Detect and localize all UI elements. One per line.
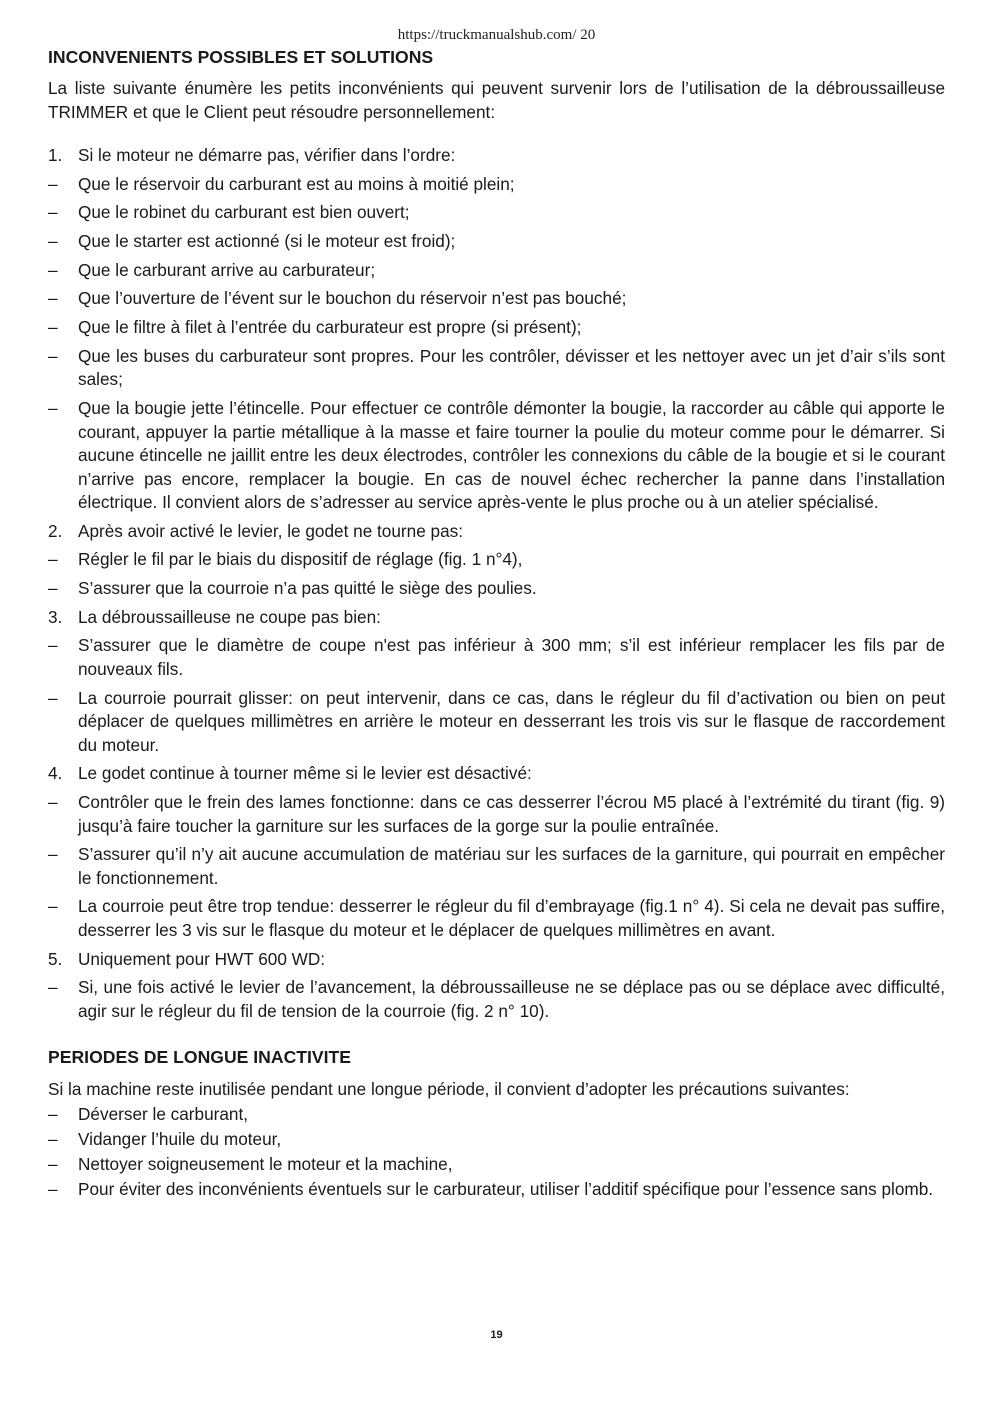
list-item-text: S’assurer qu’il n’y ait aucune accumulation de matériau sur les surfaces de la garniture, qui pourrait en empêcher le fonctionnement. (78, 844, 945, 888)
document-body (48, 46, 945, 1203)
list-item-text: Que la bougie jette l’étincelle. Pour effectuer ce contrôle démonter la bougie, la raccorder au câble qui apporte le courant, appuyer la partie métallique à la masse et faire tourner la poulie du moteur comme pour le démarrer. Si aucune étincelle ne jaillit entre les deux électrodes, contrôler les connexions du câble de la bougie et si le courant n’arrive pas encore, remplacer la bougie. En cas de nouvel échec rechercher la panne dans l’installation électrique. Il convient alors de s’adresser au service après-vente le plus proche ou à un atelier spécialisé. (78, 398, 945, 512)
list-item-text: La courroie pourrait glisser: on peut intervenir, dans ce cas, dans le régleur du fil d’activation ou bien on peut déplacer de quelques millimètres en arrière le moteur en desserrant les trois vis sur le flasque de raccordement du moteur. (78, 687, 945, 755)
list-item-text: Uniquement pour HWT 600 WD: (78, 948, 326, 969)
list-marker: – (48, 687, 58, 708)
list-marker: 1. (48, 145, 63, 165)
list-item-text: La débroussailleuse ne coupe pas bien: (78, 606, 381, 627)
numbered-item (48, 144, 945, 168)
list-marker: – (48, 549, 58, 570)
bullet-item (48, 345, 945, 392)
bullet-item (48, 316, 945, 340)
bullet-item (48, 548, 945, 572)
bullet-item (48, 1128, 945, 1152)
list-item-text: Que le filtre à filet à l’entrée du carburateur est propre (si présent); (78, 317, 582, 338)
inactivity-intro-paragraph: Si la machine reste inutilisée pendant une longue période, il convient d’adopter les précautions suivantes: (48, 1079, 850, 1100)
list-marker: – (48, 173, 58, 194)
list-marker: 2. (48, 520, 63, 541)
source-url-header: https://truckmanualshub.com/ 20 (397, 27, 596, 43)
bullet-item (48, 976, 945, 1023)
bullet-item (48, 397, 945, 515)
numbered-item (48, 762, 945, 786)
section-intro-paragraph: La liste suivante énumère les petits inconvénients qui peuvent survenir lors de l’utilisation de la débroussailleuse TRIMMER et que le Client peut résoudre personnellement: (48, 78, 945, 122)
list-item-text: Que le robinet du carburant est bien ouvert; (78, 202, 410, 223)
list-marker: – (48, 202, 58, 223)
bullet-item (48, 577, 945, 601)
list-marker: – (48, 345, 58, 366)
list-item-text: Que le starter est actionné (si le moteur est froid); (78, 231, 456, 252)
list-marker: 3. (48, 606, 63, 627)
list-marker: – (48, 1128, 58, 1149)
section-title-inactivite: PERIODES DE LONGUE INACTIVITE (48, 1047, 352, 1068)
list-item-text: Que l’ouverture de l’évent sur le bouchon du réservoir n’est pas bouché; (78, 288, 627, 309)
list-marker: – (48, 635, 58, 656)
list-marker: – (48, 844, 58, 865)
bullet-item (48, 1178, 945, 1202)
list-item-text: La courroie peut être trop tendue: desserrer le régleur du fil d’embrayage (fig.1 n° 4). Si cela ne devait pas suffire, desserrer les 3 vis sur le flasque du moteur et le déplacer de quelques millimètres en avant. (78, 896, 945, 940)
list-marker: – (48, 288, 58, 309)
list-item-text: Le godet continue à tourner même si le levier est désactivé: (78, 763, 532, 784)
list-item-text: Que le réservoir du carburant est au moins à moitié plein; (78, 173, 515, 194)
list-item-text: Si le moteur ne démarre pas, vérifier dans l’ordre: (78, 145, 456, 165)
list-item-text: Régler le fil par le biais du dispositif de réglage (fig. 1 n°4), (78, 549, 523, 570)
numbered-item (48, 520, 945, 544)
bullet-item (48, 1153, 945, 1177)
bullet-item (48, 895, 945, 942)
list-item-text: Contrôler que le frein des lames fonctionne: dans ce cas desserrer l’écrou M5 placé à l’extrémité du tirant (fig. 9) jusqu’à faire toucher la garniture sur les surfaces de la gorge sur la poulie entraînée. (78, 792, 945, 836)
list-marker: 4. (48, 763, 63, 784)
bullet-item (48, 173, 945, 197)
list-marker: – (48, 1178, 58, 1199)
bullet-item (48, 791, 945, 838)
list-marker: – (48, 317, 58, 338)
numbered-item (48, 606, 945, 630)
bullet-item (48, 230, 945, 254)
list-item-text: S’assurer que la courroie n’a pas quitté le siège des poulies. (78, 578, 537, 599)
troubleshooting-list (48, 144, 945, 1023)
bullet-item (48, 1103, 945, 1127)
list-item-text: Pour éviter des inconvénients éventuels sur le carburateur, utiliser l’additif spécifique pour l’essence sans plomb. (78, 1178, 934, 1199)
bullet-item (48, 201, 945, 225)
list-marker: – (48, 578, 58, 599)
list-marker: – (48, 231, 58, 252)
list-marker: – (48, 1103, 58, 1124)
numbered-item (48, 948, 945, 972)
inactivity-list (48, 1103, 945, 1202)
bullet-item (48, 687, 945, 758)
list-marker: 5. (48, 948, 63, 969)
list-marker: – (48, 259, 58, 280)
list-item-text: Que le carburant arrive au carburateur; (78, 259, 376, 280)
bullet-item (48, 634, 945, 681)
list-item-text: S’assurer que le diamètre de coupe n'est pas inférieur à 300 mm; s’il est inférieur remplacer les fils par de nouveaux fils. (78, 635, 945, 679)
list-item-text: Déverser le carburant, (78, 1103, 249, 1124)
list-marker: – (48, 977, 58, 998)
bullet-item (48, 259, 945, 283)
list-marker: – (48, 792, 58, 812)
list-item-text: Si, une fois activé le levier de l’avancement, la débroussailleuse ne se déplace pas ou se déplace avec difficulté, agir sur le régleur du fil de tension de la courroie (fig. 2 n° 10). (78, 977, 945, 1021)
list-marker: – (48, 1153, 58, 1174)
list-item-text: Vidanger l’huile du moteur, (78, 1128, 282, 1149)
section-title-inconvenients: INCONVENIENTS POSSIBLES ET SOLUTIONS (48, 47, 434, 67)
list-marker: – (48, 398, 58, 418)
list-item-text: Que les buses du carburateur sont propres. Pour les contrôler, dévisser et les nettoyer avec un jet d’air s’ils sont sales; (78, 345, 945, 390)
page-number: 19 (490, 1329, 503, 1341)
list-item-text: Nettoyer soigneusement le moteur et la machine, (78, 1153, 453, 1174)
list-item-text: Après avoir activé le levier, le godet ne tourne pas: (78, 520, 464, 541)
bullet-item (48, 843, 945, 890)
list-marker: – (48, 896, 58, 917)
bullet-item (48, 287, 945, 311)
